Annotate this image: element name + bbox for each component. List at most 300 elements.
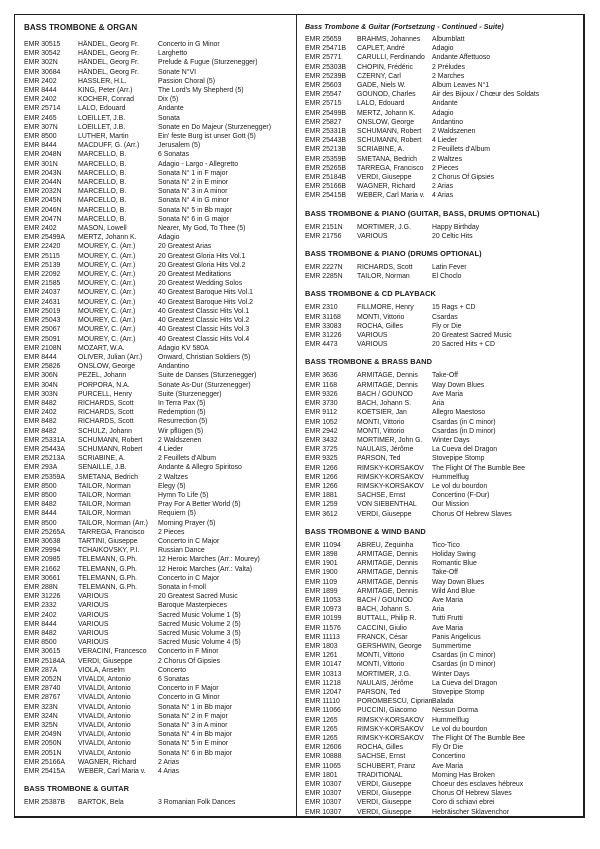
row-code: EMR 25213A [24,455,65,463]
row-composer: MARCELLO, B. [78,169,127,177]
catalog-row [24,629,293,638]
catalog-row [305,596,579,605]
row-composer: ONSLOW, George [78,363,136,371]
row-code: EMR 307N [24,123,58,131]
row-code: EMR 25387B [24,799,65,807]
catalog-row [24,325,293,334]
catalog-row [24,160,293,169]
row-code: EMR 25827 [305,118,342,126]
catalog-row [305,789,579,798]
catalog-row [24,611,293,620]
row-composer: ARMITAGE, Dennis [357,569,418,577]
row-composer: MERTZ, Johann K. [78,234,137,242]
row-code: EMR 22092 [24,271,61,279]
row-title: Csardas [432,313,458,321]
row-title: Sonata N° 4 in Bb major [158,731,232,739]
row-code: EMR 1803 [305,642,338,650]
row-code: EMR 8444 [24,353,57,361]
row-composer: TAILOR, Norman [78,491,131,499]
row-composer: VIVALDI, Antonio [78,731,131,739]
row-composer: VIVALDI, Antonio [78,694,131,702]
row-code: EMR 11110 [305,698,340,706]
row-code: EMR 25331B [305,128,346,136]
row-title: Hummelflug [432,716,469,724]
row-title: El Choclo [432,273,462,281]
row-code: EMR 11576 [305,624,341,632]
row-composer: CARULLI, Ferdinando [357,54,425,62]
row-title: Concerto [158,666,186,674]
catalog-row [305,182,579,191]
row-title: Passion Choral (5) [158,77,216,85]
row-composer: MONTI, Vittorio [357,661,405,669]
row-code: EMR 325N [24,722,58,730]
catalog-row [24,647,293,656]
row-composer: LOEILLET, J.B. [78,123,126,131]
row-code: EMR 25139 [24,261,61,269]
row-composer: MORTIMER, J.G. [357,223,411,231]
row-title: 20 Greatest Arias [158,243,212,251]
row-code: EMR 25714 [24,105,61,113]
catalog-row [305,118,579,127]
row-code: EMR 301N [24,160,58,168]
row-code: EMR 2045N [24,197,62,205]
row-composer: LALO, Edouard [78,105,126,113]
row-code: EMR 8500 [24,133,57,141]
catalog-row [24,114,293,123]
catalog-row [305,81,579,90]
row-code: EMR 10313 [305,670,342,678]
row-code: EMR 2052N [24,676,62,684]
catalog-row [24,555,293,564]
row-composer: LUTHER, Martin [78,133,129,141]
row-composer: MONTI, Vittorio [357,652,405,660]
row-title: Redemption (5) [158,409,206,417]
row-code: EMR 25019 [24,307,61,315]
row-title: 20 Greatest Sacred Music [432,332,512,340]
row-code: EMR 31168 [305,313,341,321]
row-composer: ONSLOW, George [357,118,415,126]
row-code: EMR 9326 [305,390,338,398]
row-composer: VERDI, Giuseppe [78,657,133,665]
row-title: Holiday Swing [432,550,476,558]
row-code: EMR 25043 [24,317,61,325]
row-composer: ARMITAGE, Dennis [357,381,418,389]
row-composer: KOETSIER, Jan [357,409,407,417]
row-title: 20 Sacred Hits + CD [432,341,496,349]
catalog-row [24,224,293,233]
row-title: Adagio [432,45,454,53]
row-title: 2 Pieces [432,164,459,172]
catalog-row [305,550,579,559]
row-title: Fly or Die [432,322,462,330]
catalog-row [24,693,293,702]
row-code: EMR 288N [24,583,58,591]
row-code: EMR 3730 [305,400,338,408]
row-title: Albumblatt [432,36,465,43]
catalog-row [24,68,293,77]
row-composer: SCHUMANN, Robert [357,128,422,136]
catalog-row [24,592,293,601]
row-code: EMR 1901 [305,560,338,568]
row-composer: BUTTALL, Philip R. [357,615,417,623]
row-title: Nessun Dorma [432,707,478,715]
row-composer: HÄNDEL, Georg Fr. [78,50,139,58]
row-composer: TELEMANN, G.Ph. [78,574,137,582]
catalog-row [305,173,579,182]
row-title: Aria [432,606,445,614]
row-code: EMR 2048N [24,151,62,159]
row-title: Adagio KV 580A [158,344,209,352]
row-composer: MARCELLO, B. [78,215,127,223]
row-title: 40 Greatest Baroque Hits Vol.1 [158,289,253,297]
catalog-row [305,127,579,136]
row-code: EMR 25331A [24,436,65,444]
row-title: 2 Arias [158,758,180,766]
row-title: Csardas (in D minor) [432,661,496,669]
row-code: EMR 10888 [305,753,342,761]
catalog-row [24,123,293,132]
catalog-row [24,95,293,104]
catalog-row [24,178,293,187]
row-title: Russian Dance [158,547,205,555]
row-composer: TARREGA, Francisco [357,164,424,172]
row-code: EMR 2032N [24,188,62,196]
row-code: EMR 2942 [305,427,338,435]
row-title: Suite (Sturzenegger) [158,390,222,398]
row-title: Panis Angelicus [432,633,481,641]
row-title: Fly Or Die [432,744,464,752]
catalog-row [24,675,293,684]
row-title: Prelude & Fugue (Sturzenegger) [158,59,258,67]
row-code: EMR 2402 [24,77,57,85]
row-title: Sonata N° 3 in A minor [158,188,228,196]
catalog-row [305,109,579,118]
row-composer: MARCELLO, B. [78,160,127,168]
catalog-row [24,49,293,58]
row-composer: BARTOK, Bela [78,799,124,807]
catalog-row [24,758,293,767]
row-code: EMR 2465 [24,114,57,122]
row-code: EMR 10199 [305,615,342,623]
row-title: Latin Fever [432,264,467,272]
catalog-row [305,688,579,697]
catalog-row [305,624,579,633]
catalog-row [305,660,579,669]
catalog-row [305,808,579,816]
row-code: EMR 2402 [24,225,57,233]
row-composer: MOZART, W.A. [78,344,125,352]
row-title: Csardas (in C minor) [432,418,496,426]
catalog-row [24,399,293,408]
row-title: Sacred Music Volume 4 (5) [158,639,241,647]
row-composer: VARIOUS [357,341,388,349]
catalog-row [24,316,293,325]
row-code: EMR 1898 [305,550,338,558]
row-title: Csardas (in C minor) [432,652,496,660]
row-code: EMR 9112 [305,409,338,417]
catalog-row [24,528,293,537]
row-code: EMR 2047N [24,215,62,223]
catalog-row [305,303,579,312]
row-composer: MARCELLO, B. [78,179,127,187]
row-code: EMR 303N [24,390,58,398]
row-title: Chorus Of Hebrew Slaves [432,790,512,798]
row-composer: TAILOR, Norman [78,501,131,509]
row-code: EMR 2402 [24,96,57,104]
catalog-row [305,145,579,154]
catalog-row [305,464,579,473]
catalog-row [305,670,579,679]
catalog-row [24,417,293,426]
catalog-row [305,99,579,108]
catalog-row [305,679,579,688]
row-title: 20 Greatest Sacred Music [158,593,238,601]
catalog-row [24,500,293,509]
row-composer: RIMSKY-KORSAKOV [357,716,424,724]
row-composer: MOUREY, C. (Arr.) [78,307,136,315]
row-composer: FILLMORE, Henry [357,304,414,312]
row-title: 15 Rags + CD [432,304,476,312]
catalog-row [305,191,579,200]
row-title: Andante [158,105,184,113]
row-title: Summertime [432,642,472,650]
row-title: Jerusalem (5) [158,142,201,150]
row-code: EMR 1261 [305,652,338,660]
row-code: EMR 28740 [24,685,61,693]
row-code: EMR 10307 [305,808,342,816]
row-title: Way Down Blues [432,578,485,586]
row-title: Requiem (5) [158,510,196,518]
row-code: EMR 8500 [24,491,57,499]
row-title: Air des Bijoux / Chœur des Soldats [432,91,540,99]
row-title: Andantino [432,118,464,126]
row-composer: VARIOUS [78,611,109,619]
row-title: Sonata N° 1 in Bb major [158,703,232,711]
row-code: EMR 25443B [305,137,346,145]
row-composer: RICHARDS, Scott [78,418,134,426]
row-title: Le vol du bourdon [432,725,488,733]
catalog-row [305,771,579,780]
row-code: EMR 11113 [305,633,340,641]
row-code: EMR 25213B [305,146,346,154]
catalog-row [305,587,579,596]
row-title: Andantino [158,363,190,371]
row-title: 2 Arias [432,183,454,191]
row-code: EMR 31226 [24,593,61,601]
row-code: EMR 1265 [305,735,338,742]
row-composer: TARTINI, Giuseppe [78,537,138,545]
catalog-row [24,574,293,583]
row-composer: VIVALDI, Antonio [78,749,131,757]
row-code: EMR 25265A [24,528,65,536]
row-composer: WAGNER, Richard [78,758,137,766]
row-title: 2 Chorus Of Gipsies [432,174,495,182]
row-code: EMR 1900 [305,569,338,577]
catalog-row [305,752,579,761]
row-title: In Terra Pax (5) [158,399,206,407]
row-title: 12 Heroic Marches (Arr.: Mourey) [158,556,260,564]
row-composer: MOUREY, C. (Arr.) [78,252,136,260]
row-composer: WAGNER, Richard [357,183,416,191]
row-code: EMR 30615 [24,648,61,656]
catalog-row [24,270,293,279]
section-header: BASS TROMBONE & WIND BAND [305,526,426,536]
catalog-row [24,307,293,316]
row-code: EMR 3725 [305,446,338,454]
catalog-row [24,519,293,528]
row-title: Sonata N° 2 in E minor [158,179,229,187]
row-code: EMR 2051N [24,749,62,757]
row-code: EMR 2050N [24,740,62,748]
catalog-row [24,141,293,150]
catalog-row [305,340,579,349]
row-code: EMR 25184B [305,174,346,182]
row-title: Way Down Blues [432,381,485,389]
catalog-row [305,223,579,232]
row-code: EMR 2310 [305,304,338,312]
catalog-row [24,712,293,721]
catalog-column-left [15,15,297,816]
row-code: EMR 8482 [24,427,57,435]
row-title: 2 Waldszenen [432,128,476,136]
row-composer: TAILOR, Norman [78,510,131,518]
row-title: Sonata in f-moll [158,583,206,591]
row-code: EMR 25715 [305,100,342,108]
row-code: EMR 2285N [305,273,343,281]
catalog-row [24,684,293,693]
row-code: EMR 10307 [305,799,342,807]
catalog-row [305,798,579,807]
row-code: EMR 11218 [305,679,341,687]
row-code: EMR 25067 [24,326,61,334]
row-title: Stovepipe Stomp [432,688,485,696]
row-code: EMR 8500 [24,519,57,527]
row-composer: SCHUBERT, Franz [357,762,416,770]
row-composer: FRANCK, César [357,633,408,641]
catalog-row [24,601,293,610]
row-code: EMR 8482 [24,630,57,637]
row-title: Andante [432,100,458,108]
row-code: EMR 306N [24,372,58,380]
catalog-row [24,371,293,380]
row-title: Aria [432,400,445,408]
catalog-row [305,263,579,272]
catalog-row [24,344,293,353]
row-composer: SMETANA, Bedrich [357,155,418,163]
row-composer: WEBER, Carl Maria v. [78,768,146,776]
row-code: EMR 12047 [305,688,342,696]
catalog-row [24,454,293,463]
row-title: Larghetto [158,50,188,58]
row-title: La Cueva del Dragon [432,446,498,454]
row-composer: MARCELLO, B. [78,206,127,214]
catalog-row [24,169,293,178]
catalog-row [24,353,293,362]
row-composer: VERDI, Giuseppe [357,510,412,518]
row-title: 40 Greatest Classic Hits Vol.2 [158,317,250,325]
catalog-row [24,721,293,730]
catalog-row [305,381,579,390]
row-code: EMR 8444 [24,87,57,95]
catalog-row [24,546,293,555]
row-code: EMR 2227N [305,264,343,272]
row-composer: ROCHA, Gilles [357,744,403,752]
catalog-row [24,482,293,491]
row-code: EMR 2402 [24,409,57,417]
row-title: 40 Greatest Classic Hits Vol.4 [158,335,250,343]
row-composer: VIVALDI, Antonio [78,722,131,730]
row-code: EMR 2108N [24,344,62,352]
row-code: EMR 25303B [305,63,346,71]
row-title: 2 Feuillets d'Album [158,455,216,463]
row-composer: NAULAIS, Jérôme [357,446,414,454]
row-title: La Cueva del Dragon [432,679,498,687]
section-header: BASS TROMBONE & CD PLAYBACK [305,289,436,299]
catalog-row [305,510,579,519]
catalog-row [305,706,579,715]
row-title: Elegy (5) [158,482,186,490]
row-composer: OLIVER, Julian (Arr.) [78,353,143,361]
row-composer: HÄNDEL, Georg Fr. [78,68,139,76]
row-composer: VARIOUS [357,232,388,240]
row-code: EMR 25415B [305,192,346,200]
row-code: EMR 25499A [24,234,65,242]
row-code: EMR 11066 [305,707,341,715]
row-title: Wir pflügen (5) [158,427,204,435]
row-composer: RIMSKY-KORSAKOV [357,464,424,472]
catalog-row [305,232,579,241]
row-title: Pray For A Better World (5) [158,501,241,509]
catalog-row [24,77,293,86]
row-code: EMR 25166A [24,758,65,766]
catalog-row [24,335,293,344]
row-title: Concerto in C Major [158,537,220,545]
row-title: Sonata N° 6 in Bb major [158,749,232,757]
row-title: Wild And Blue [432,587,475,595]
section-header: BASS TROMBONE & PIANO (GUITAR, BASS, DRUMS OPTIONAL) [305,208,540,218]
row-title: 2 Feuillets d'Album [432,146,491,154]
catalog-row [305,408,579,417]
row-title: Andante Affettuoso [432,54,491,62]
row-title: 2 Waldszenen [158,436,202,444]
row-title: 4 Lieder [432,137,457,145]
catalog-row [305,63,579,72]
row-code: EMR 25826 [24,363,61,371]
row-title: 20 Greatest Gloria Hits Vol.2 [158,261,246,269]
row-code: EMR 25265B [305,164,346,172]
catalog-row [305,53,579,62]
row-composer: RIMSKY-KORSAKOV [357,482,424,490]
row-title: Allegro Maestoso [432,409,486,417]
row-title: 20 Celtic Hits [432,232,473,240]
row-title: Sonata N° 6 in G major [158,215,229,223]
row-composer: GERSHWIN, George [357,642,422,650]
catalog-row [305,313,579,322]
row-code: EMR 25415A [24,768,65,776]
row-composer: CAPLET, André [357,45,405,53]
row-code: EMR 8500 [24,639,57,647]
row-title: Sacred Music Volume 1 (5) [158,611,241,619]
row-composer: MOUREY, C. (Arr.) [78,298,136,306]
row-title: 4 Lieder [158,445,183,453]
row-code: EMR 11094 [305,541,341,549]
row-composer: BACH, Johann S. [357,400,412,408]
row-code: EMR 1052 [305,418,338,426]
row-composer: MORTIMER, John G. [357,436,423,444]
catalog-row [24,436,293,445]
catalog-row [305,136,579,145]
row-title: Winter Days [432,670,470,678]
